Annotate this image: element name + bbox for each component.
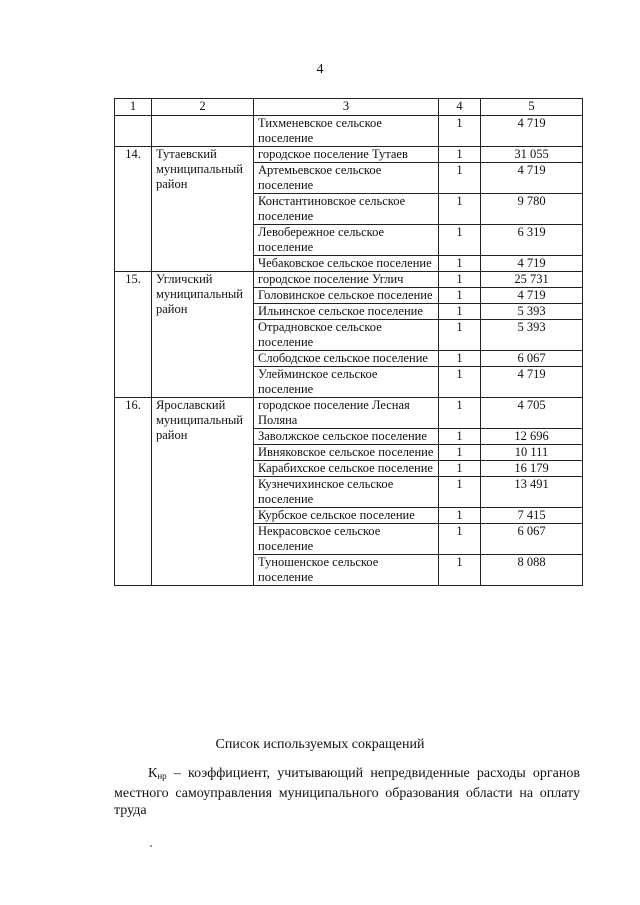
coefficient: 1 [439,272,481,288]
abbreviation-symbol: К [148,766,158,781]
settlement-name: городское поселение Лесная Поляна [254,398,439,429]
value: 5 393 [481,304,583,320]
settlement-name: Тихменевское сельское поселение [254,116,439,147]
column-header: 1 [115,99,152,116]
settlement-name: Слободское сельское поселение [254,351,439,367]
value: 12 696 [481,429,583,445]
table-row [115,116,583,147]
district-number: 16. [115,398,152,586]
coefficient: 1 [439,508,481,524]
settlement-name: Кузнечихинское сельское поселение [254,477,439,508]
abbreviation-definition [114,765,580,819]
value: 31 055 [481,147,583,163]
settlement-name: Курбское сельское поселение [254,508,439,524]
table-body [115,99,583,586]
settlement-name: Ивняковское сельское поселение [254,445,439,461]
settlement-name: Некрасовское сельское поселение [254,524,439,555]
district-number: 15. [115,272,152,398]
settlement-name: Туношенское сельское поселение [254,555,439,586]
coefficient: 1 [439,555,481,586]
settlement-name: Отрадновское сельское поселение [254,320,439,351]
district-number: 14. [115,147,152,272]
settlements-table [114,98,583,586]
settlement-name: Константиновское сельское поселение [254,194,439,225]
settlement-name: Улейминское сельское поселение [254,367,439,398]
value: 16 179 [481,461,583,477]
column-header: 4 [439,99,481,116]
value: 7 415 [481,508,583,524]
coefficient: 1 [439,477,481,508]
district-name: Угличский муниципальный район [152,272,254,398]
value: 5 393 [481,320,583,351]
settlement-name: Головинское сельское поселение [254,288,439,304]
settlement-name: городское поселение Тутаев [254,147,439,163]
coefficient: 1 [439,288,481,304]
settlement-name: Чебаковское сельское поселение [254,256,439,272]
value: 9 780 [481,194,583,225]
value: 4 719 [481,288,583,304]
abbreviations-title: Список используемых сокращений [215,737,425,752]
coefficient: 1 [439,367,481,398]
coefficient: 1 [439,256,481,272]
coefficient: 1 [439,351,481,367]
value: 13 491 [481,477,583,508]
value: 6 067 [481,524,583,555]
table-header-row [115,99,583,116]
settlement-name: Левобережное сельское поселение [254,225,439,256]
settlement-name: Карабихское сельское поселение [254,461,439,477]
table-row [115,147,583,163]
coefficient: 1 [439,461,481,477]
coefficient: 1 [439,194,481,225]
coefficient: 1 [439,320,481,351]
district-name: Ярославский муниципальный район [152,398,254,586]
value: 4 705 [481,398,583,429]
coefficient: 1 [439,398,481,429]
coefficient: 1 [439,524,481,555]
settlement-name: Заволжское сельское поселение [254,429,439,445]
scan-speck [150,845,152,847]
coefficient: 1 [439,445,481,461]
coefficient: 1 [439,429,481,445]
district-name [152,116,254,147]
settlement-name: городское поселение Углич [254,272,439,288]
value: 8 088 [481,555,583,586]
district-number [115,116,152,147]
value: 25 731 [481,272,583,288]
value: 4 719 [481,163,583,194]
coefficient: 1 [439,116,481,147]
value: 6 067 [481,351,583,367]
settlement-name: Ильинское сельское поселение [254,304,439,320]
table-row [115,272,583,288]
district-name: Тутаевский муниципальный район [152,147,254,272]
value: 4 719 [481,116,583,147]
coefficient: 1 [439,163,481,194]
column-header: 5 [481,99,583,116]
abbreviation-text: – коэффициент, учитывающий непредвиденные расходы органов местного самоуправления муниципального образования области на оплату труда [114,766,580,818]
column-header: 3 [254,99,439,116]
page-number: 4 [316,62,324,77]
coefficient: 1 [439,304,481,320]
coefficient: 1 [439,147,481,163]
table-row [115,398,583,429]
abbreviation-subscript: нр [157,771,167,781]
coefficient: 1 [439,225,481,256]
value: 4 719 [481,367,583,398]
value: 4 719 [481,256,583,272]
value: 6 319 [481,225,583,256]
value: 10 111 [481,445,583,461]
settlement-name: Артемьевское сельское поселение [254,163,439,194]
column-header: 2 [152,99,254,116]
